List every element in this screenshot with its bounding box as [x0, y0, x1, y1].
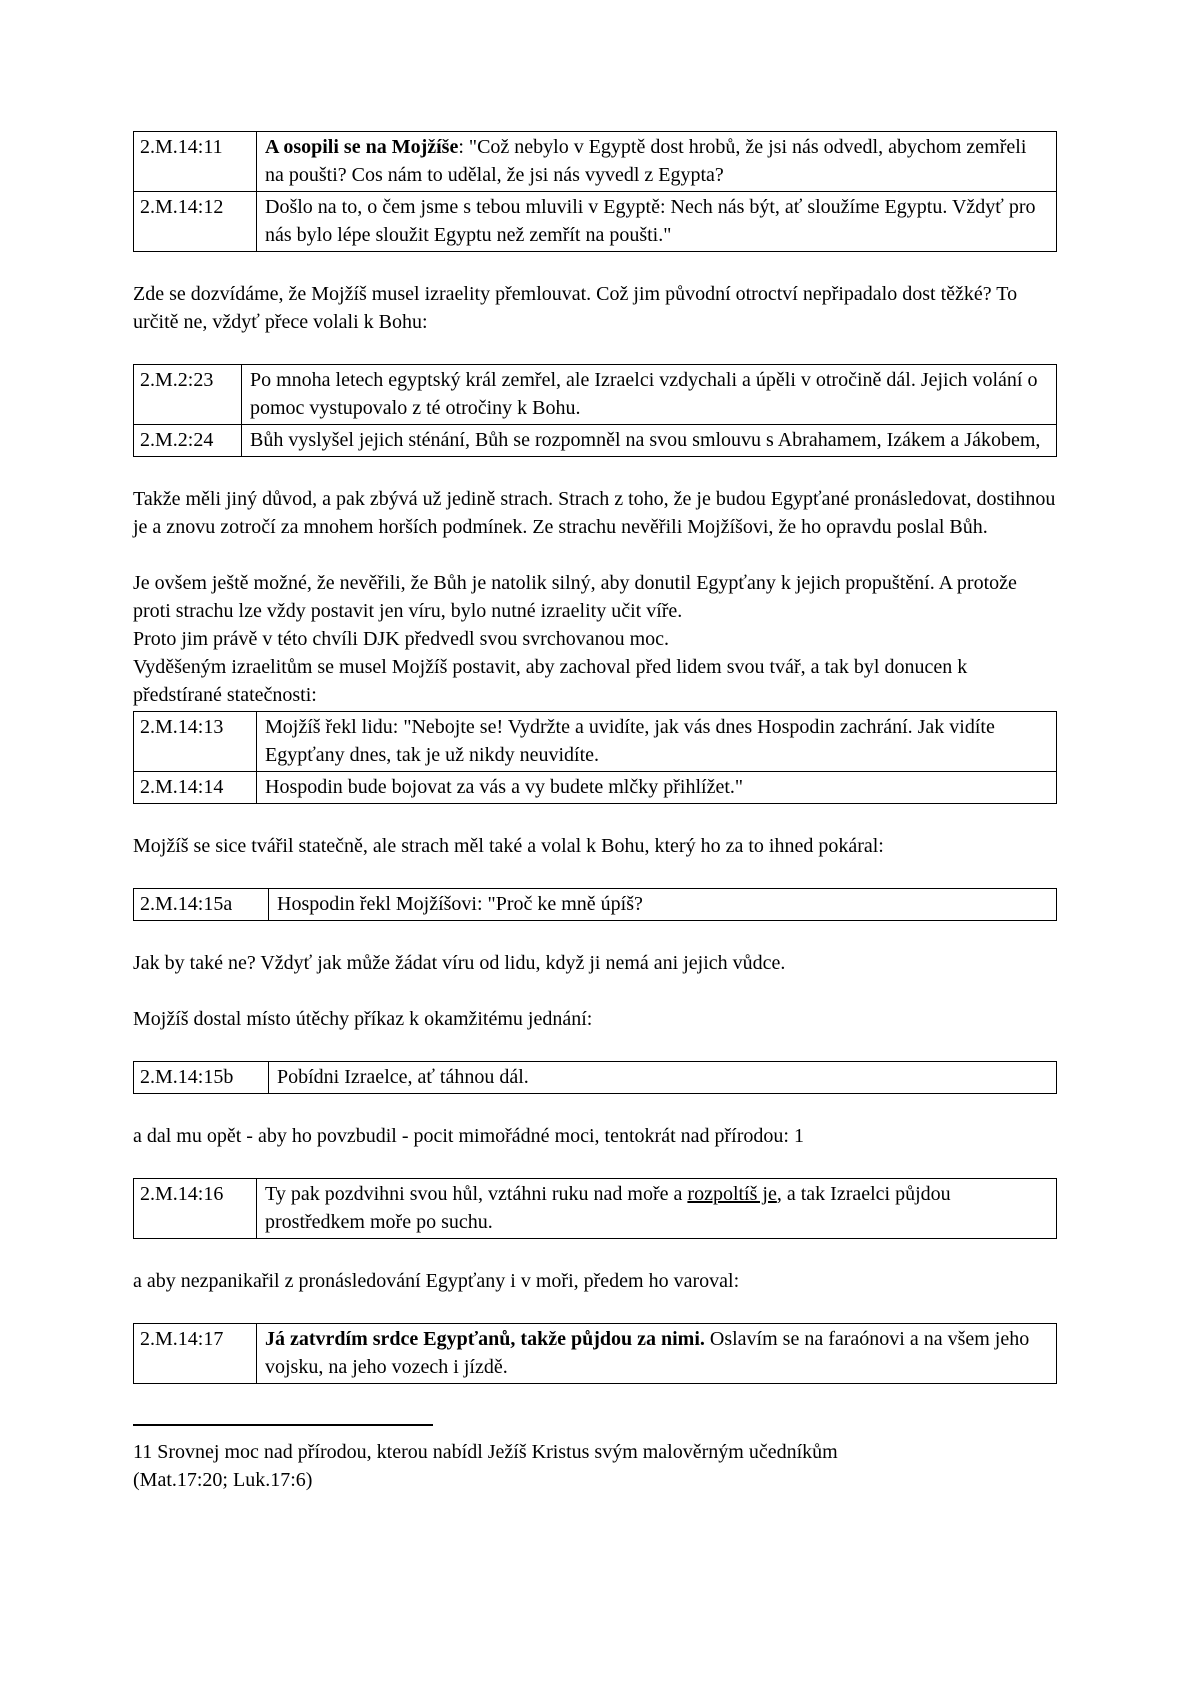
paragraph-commentary-6: Mojžíš dostal místo útěchy příkaz k okamžitému jednání:	[133, 1008, 593, 1030]
verse-ref: 2.M.14:13	[134, 712, 257, 772]
verse-text: Oslavím se na faraónovi a na všem jeho vojsku, na jeho vozech i jízdě.	[265, 1328, 1030, 1378]
verse-text: Došlo na to, o čem jsme s tebou mluvili v Egyptě: Nech nás být, ať sloužíme Egyptu. Vždyť pro nás bylo lépe sloužit Egyptu než zemřít na poušti."	[265, 196, 1036, 246]
paragraph-commentary-5: Jak by také ne? Vždyť jak může žádat víru od lidu, když ji nemá ani jejich vůdce.	[133, 952, 786, 974]
verse-text-cell	[269, 889, 1057, 921]
paragraph-commentary-8: a aby nezpanikařil z pronásledování Egypťany i v moři, předem ho varoval:	[133, 1270, 740, 1292]
verse-ref: 2.M.2:24	[134, 425, 242, 457]
verse-text-cell	[257, 712, 1057, 772]
verse-table-exodus-14-17	[133, 1323, 1057, 1384]
verse-ref: 2.M.14:11	[134, 132, 257, 192]
table-row	[134, 1179, 1057, 1239]
paragraph-commentary-2: Takže měli jiný důvod, a pak zbývá už jedině strach. Strach z toho, že je budou Egypťané pronásledovat, dostihnou je a znovu zotročí za mnohem horších podmínek. Ze strachu nevěřili Mojžíšovi, že ho opravdu poslal Bůh.	[133, 488, 1056, 538]
paragraph-commentary-3	[133, 569, 1057, 709]
table-row	[134, 365, 1057, 425]
verse-text: Pobídni Izraelce, ať táhnou dál.	[277, 1066, 529, 1088]
table-row	[134, 1324, 1057, 1384]
verse-text: Hospodin řekl Mojžíšovi: "Proč ke mně úpíš?	[277, 893, 643, 915]
table-row	[134, 192, 1057, 252]
verse-ref: 2.M.14:14	[134, 772, 257, 804]
verse-text-cell	[257, 192, 1057, 252]
verse-table-exodus-14-15a	[133, 888, 1057, 921]
verse-text-cell	[269, 1062, 1057, 1094]
footnote-text: 11 Srovnej moc nad přírodou, kterou nabídl Ježíš Kristus svým malověrným učedníkům	[133, 1441, 838, 1463]
verse-text-cell	[242, 425, 1057, 457]
table-row	[134, 889, 1057, 921]
verse-text: Bůh vyslyšel jejich sténání, Bůh se rozpomněl na svou smlouvu s Abrahamem, Izákem a Jákobem,	[250, 429, 1041, 451]
paragraph-line: Je ovšem ještě možné, že nevěřili, že Bůh je natolik silný, aby donutil Egypťany k jejich propuštění. A protože proti strachu lze vždy postavit jen víru, bylo nutné izraelity učit víře.	[133, 572, 1017, 622]
table-row	[134, 425, 1057, 457]
paragraph-commentary-4: Mojžíš se sice tvářil statečně, ale strach měl také a volal k Bohu, který ho za to ihned pokáral:	[133, 835, 884, 857]
table-row	[134, 712, 1057, 772]
table-row	[134, 772, 1057, 804]
verse-text: Mojžíš řekl lidu: "Nebojte se! Vydržte a uvidíte, jak vás dnes Hospodin zachrání. Jak vidíte Egypťany dnes, tak je už nikdy neuvidíte.	[265, 716, 995, 766]
verse-ref: 2.M.14:15b	[134, 1062, 269, 1094]
verse-text: Ty pak pozdvihni svou hůl, vztáhni ruku nad moře a	[265, 1183, 688, 1205]
verse-text-cell	[257, 132, 1057, 192]
verse-ref: 2.M.14:15a	[134, 889, 269, 921]
verse-table-exodus-14-13-14	[133, 711, 1057, 804]
verse-table-exodus-14-15b	[133, 1061, 1057, 1094]
verse-text-cell	[242, 365, 1057, 425]
paragraph-line: Proto jim právě v této chvíli DJK předvedl svou svrchovanou moc.	[133, 628, 670, 650]
footnote-divider	[133, 1424, 433, 1426]
table-row	[134, 132, 1057, 192]
paragraph-commentary-7: a dal mu opět - aby ho povzbudil - pocit mimořádné moci, tentokrát nad přírodou: 1	[133, 1125, 804, 1147]
verse-bold-lead: A osopili se na Mojžíše	[265, 136, 459, 158]
verse-bold-lead: Já zatvrdím srdce Egypťanů, takže půjdou za nimi.	[265, 1328, 705, 1350]
verse-text: : "Což nebylo v Egyptě dost hrobů, že jsi nás odvedl, abychom zemřeli na poušti? Cos nám to udělal, že jsi nás vyvedl z Egypta?	[265, 136, 1027, 186]
verse-ref: 2.M.2:23	[134, 365, 242, 425]
verse-table-exodus-14-11-12	[133, 131, 1057, 252]
verse-ref: 2.M.14:16	[134, 1179, 257, 1239]
table-row	[134, 1062, 1057, 1094]
verse-text-cell	[257, 1179, 1057, 1239]
verse-ref: 2.M.14:12	[134, 192, 257, 252]
verse-text: Po mnoha letech egyptský král zemřel, ale Izraelci vzdychali a úpěli v otročině dál. Jejich volání o pomoc vystupovalo z té otročiny k Bohu.	[250, 369, 1038, 419]
paragraph-commentary-1: Zde se dozvídáme, že Mojžíš musel izraelity přemlouvat. Což jim původní otroctví nepřipadalo dost těžké? To určitě ne, vždyť přece volali k Bohu:	[133, 283, 1018, 333]
verse-text-cell	[257, 772, 1057, 804]
verse-text-cell	[257, 1324, 1057, 1384]
verse-table-exodus-14-16	[133, 1178, 1057, 1239]
footnote-section	[133, 1424, 1057, 1494]
footnote-text: (Mat.17:20; Luk.17:6)	[133, 1469, 313, 1491]
verse-text: , a tak Izraelci půjdou prostředkem moře po suchu.	[265, 1183, 951, 1233]
verse-table-exodus-2-23-24	[133, 364, 1057, 457]
verse-ref: 2.M.14:17	[134, 1324, 257, 1384]
underlined-phrase: rozpoltíš je	[687, 1183, 777, 1205]
paragraph-line: Vyděšeným izraelitům se musel Mojžíš postavit, aby zachoval před lidem svou tvář, a tak byl donucen k předstírané statečnosti:	[133, 656, 968, 706]
verse-text: Hospodin bude bojovat za vás a vy budete mlčky přihlížet."	[265, 776, 744, 798]
